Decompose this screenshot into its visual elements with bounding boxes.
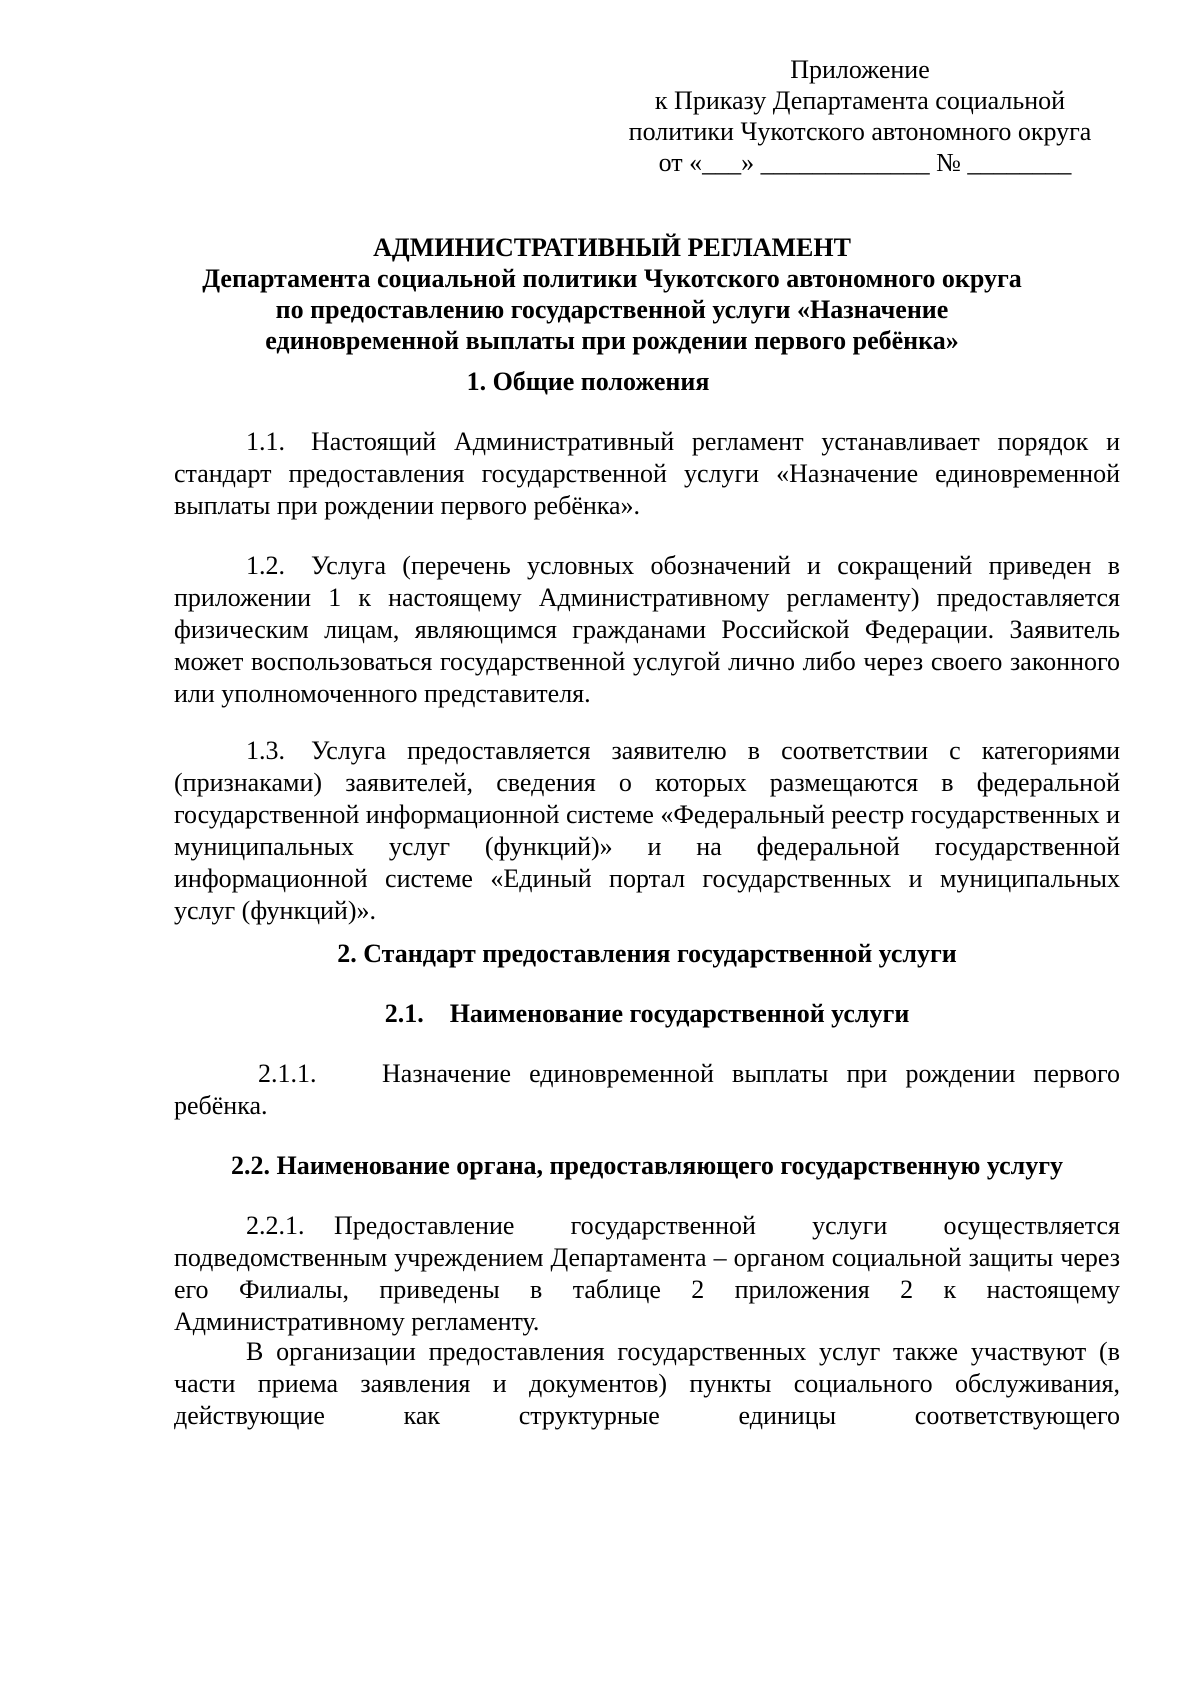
paragraph-1-3-text: Услуга предоставляется заявителю в соответствии с категориями (признаками) заявителей, сведения о которых размещаются в федеральной государственной информационной системе «Федеральный реестр государственных и муниципальных услуг (функций)» и на федеральной государственной информационной системе «Единый портал государственных и муниципальных услуг (функций)». <box>174 736 1120 925</box>
paragraph-2-1-1-number: 2.1.1. <box>258 1059 317 1088</box>
paragraph-1-2-number: 1.2. <box>246 551 285 580</box>
paragraph-2-2-1-number: 2.2.1. <box>246 1211 305 1240</box>
paragraph-1-2 <box>174 550 1120 710</box>
document-title <box>150 232 1074 356</box>
paragraph-1-1-text: Настоящий Административный регламент устанавливает порядок и стандарт предоставления государственной услуги «Назначение единовременной выплаты при рождении первого ребёнка». <box>174 427 1120 520</box>
paragraph-1-3 <box>174 735 1120 927</box>
title-line-2: Департамента социальной политики Чукотского автономного округа <box>202 264 1022 293</box>
paragraph-2-2-1-text: Предоставление государственной услуги осуществляется подведомственным учреждением Департамента – органом социальной защиты через его Филиалы, приведены в таблице 2 приложения 2 к настоящему Административному регламенту. <box>174 1211 1120 1336</box>
section-2-2-heading: 2.2. Наименование органа, предоставляющего государственную услугу <box>230 1151 1064 1180</box>
title-line-3: по предоставлению государственной услуги «Назначение <box>275 295 949 324</box>
title-line-1: АДМИНИСТРАТИВНЫЙ РЕГЛАМЕНТ <box>373 233 851 262</box>
paragraph-1-1 <box>174 426 1120 522</box>
section-2-1-heading: 2.1. Наименование государственной услуги <box>384 999 910 1028</box>
paragraph-1-1-number: 1.1. <box>246 427 285 456</box>
appendix-label: Приложение <box>790 55 930 84</box>
paragraph-2-1-1 <box>174 1058 1120 1122</box>
section-2-heading: 2. Стандарт предоставления государственной услуги <box>337 939 957 968</box>
appendix-header <box>600 54 1120 178</box>
title-line-4: единовременной выплаты при рождении первого ребёнка» <box>265 326 959 355</box>
paragraph-2-1-1-text: Назначение единовременной выплаты при рождении первого ребёнка. <box>174 1059 1120 1120</box>
section-1-heading: 1. Общие положения <box>466 367 710 396</box>
paragraph-1-3-number: 1.3. <box>246 736 285 765</box>
appendix-date-number-line: от «___» _____________ № ________ <box>658 148 1072 177</box>
paragraph-2-2-continuation-text: В организации предоставления государственных услуг также участвуют (в части приема заявления и документов) пункты социального обслуживания, действующие как структурные единицы соответствующего <box>174 1337 1120 1430</box>
appendix-department-line: политики Чукотского автономного округа <box>628 117 1092 146</box>
appendix-order-line: к Приказу Департамента социальной <box>654 86 1066 115</box>
paragraph-1-2-text: Услуга (перечень условных обозначений и сокращений приведен в приложении 1 к настоящему Административному регламенту) предоставляется физическим лицам, являющимся гражданами Российской Федерации. Заявитель может воспользоваться государственной услугой лично либо через своего законного или уполномоченного представителя. <box>174 551 1120 708</box>
paragraph-2-2-continuation <box>174 1336 1120 1432</box>
paragraph-2-2-1 <box>174 1210 1120 1338</box>
